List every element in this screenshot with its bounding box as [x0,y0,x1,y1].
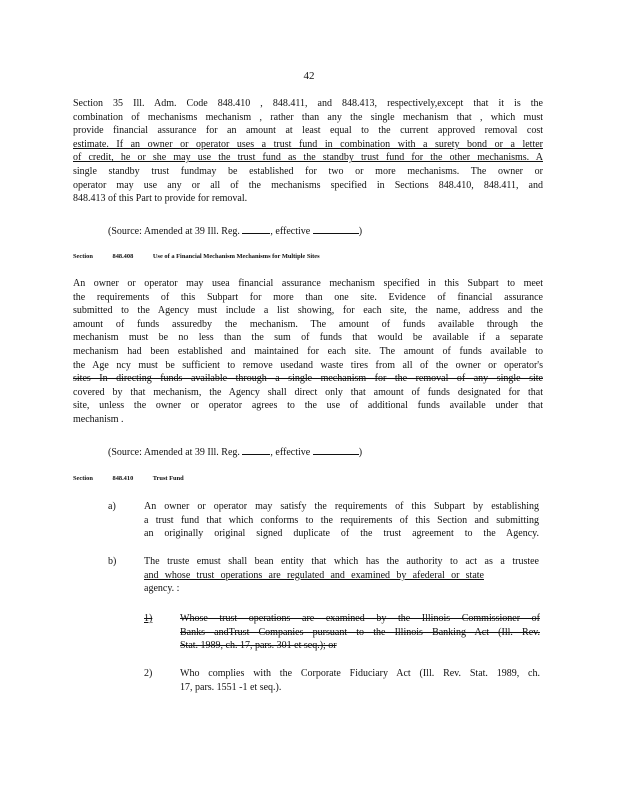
section-heading-848-408 [73,252,473,262]
text-line: sites In directing funds available through a single mechanism for the removal of any single site [73,373,543,385]
section-heading-848-410 [73,474,473,484]
text-line: An owner or operator may satisfy the requirements of this Subpart by establishing [144,501,539,512]
section-title: Trust Fund [152,475,184,482]
subsection-a [108,500,540,542]
text-line: submitted to the Agency must include a list showing, for each site, the name, address and the [73,305,543,317]
subsection-label: b) [108,556,117,567]
text-line: An owner or operator may usea financial assurance mechanism specified in this Subpart to meet [73,278,543,289]
text-line: an originally original signed duplicate of the trust agreement to the Agency. [144,528,539,540]
text-line: combination of mechanisms mechanism , rather than any the single mechanism that , which must [73,111,543,123]
subsection-b-2 [144,667,540,695]
section-number: 848.410 [112,475,134,482]
text-line: covered by that mechanism, the Agency shall direct only that amount of funds designated for that [73,386,543,398]
source-note [108,223,362,238]
text-line: mechanism . [73,413,124,425]
source-note-effective: , effective [270,447,311,458]
page-number: 42 [303,70,315,82]
text-line: mechanism had been established and maintained for each site. The amount of funds available to [73,345,543,357]
subsection-b-1 [144,612,540,654]
subsection-body [144,555,539,596]
text-line: amount of funds assuredby the mechanism. The amount of funds available through the [73,318,543,330]
text-line: Whose trust operations are examined by the Illinois Commissioner of [180,613,540,624]
text-line: single standby trust fundmay be established for two or more mechanisms. The owner or [73,165,543,177]
text-line: operator may use any or all of the mechanisms specified in Sections 848.410, 848.411, and [73,179,543,191]
paragraph-combination-of-mechanisms [73,97,543,206]
source-note-text: (Source: Amended at 39 Ill. Reg. [108,226,240,237]
text-line: estimate. If an owner or operator uses a trust fund in combination with a surety bond or a letter [73,138,543,150]
source-note [108,444,362,459]
text-line: Who complies with the Corporate Fiduciary Act (Ill. Rev. Stat. 1989, ch. [180,668,540,679]
text-line: the requirements of this Subpart for more than one site. Evidence of financial assurance [73,291,543,303]
source-note-text: (Source: Amended at 39 Ill. Reg. [108,447,240,458]
text-line: a trust fund that which conforms to the requirements of this Section and submitting [144,514,539,526]
text-line: provide financial assurance for an amount at least equal to the current approved removal cost [73,125,543,137]
text-line: agency. : [144,583,180,595]
blank-register-number [242,223,270,234]
text-line: site, unless the owner or operator agrees to the use of additional funds available under that [73,400,543,412]
text-line: mechanism must be no less than the sum of funds that would be available if a separate [73,332,543,344]
text-line: 17, pars. 1551 -1 et seq.). [180,681,282,693]
section-number: 848.408 [112,253,134,260]
section-word: Section [73,475,93,482]
text-line: of credit, he or she may use the trust fund as the standby trust fund for the other mechanisms. A [73,152,543,164]
subsection-body [144,500,539,541]
source-note-close: ) [358,226,363,237]
text-line: The truste emust shall bean entity that which has the authority to act as a trustee [144,556,539,567]
section-title: Use of a Financial Mechanism Mechanisms for Multiple Sites [152,253,320,260]
source-note-close: ) [358,447,363,458]
blank-effective-date [313,444,359,455]
subsection-body [180,667,540,694]
subsection-label: 2) [144,668,153,679]
subsection-label: 1) [144,613,153,624]
text-line: Section 35 Ill. Adm. Code 848.410 , 848.411, and 848.413, respectively,except that it is the [73,98,543,109]
text-line: Banks andTrust Companies pursuant to the Illinois Banking Act (Ill. Rev. [180,626,540,638]
text-line: and whose trust operations are regulated and examined by afederal or state [144,569,484,581]
subsection-b [108,555,540,597]
paragraph-multiple-sites [73,277,543,427]
section-word: Section [73,253,93,260]
subsection-label: a) [108,501,116,512]
text-line: 848.413 of this Part to provide for removal. [73,193,248,205]
text-line: Stat. 1989, ch. 17, pars. 301 et seq.); or [180,640,337,652]
subsection-body [180,612,540,653]
blank-effective-date [313,223,359,234]
blank-register-number [242,444,270,455]
text-line: the Age ncy must be sufficient to remove usedand waste tires from all of the owner or operator's [73,359,543,371]
source-note-effective: , effective [270,226,311,237]
